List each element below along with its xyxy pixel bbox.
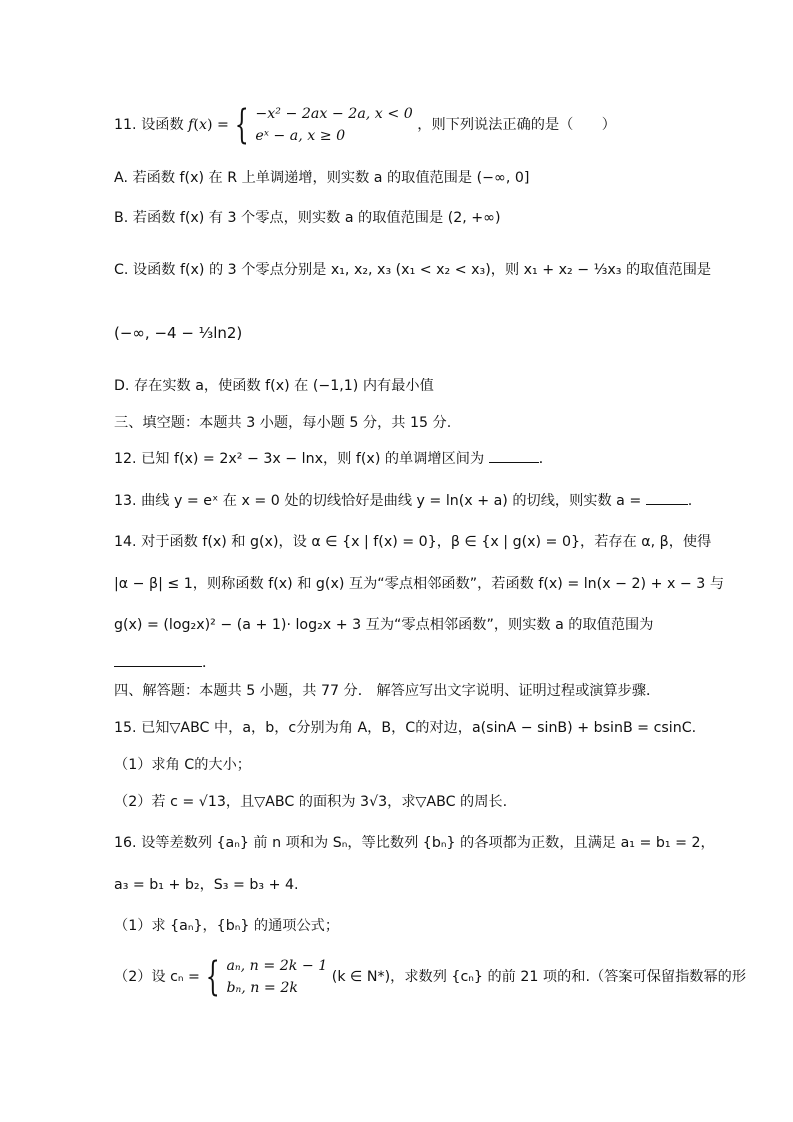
q14-answer-blank <box>114 652 202 667</box>
q14-line3: g(x) = (log₂x)² − (a + 1)· log₂x + 3 互为“零点相邻函数”，则实数 a 的取值范围为 <box>114 617 654 633</box>
q16-cases <box>226 955 327 999</box>
q15-stem: 15. 已知▽ABC 中，a，b，c分别为角 A，B，C的对边，a(sinA − sinB) + bsinB = csinC. <box>114 720 697 736</box>
q12-answer-blank <box>489 448 539 463</box>
q12: 12. 已知 f(x) = 2x² − 3x − lnx，则 f(x) 的单调增区间为 ． <box>114 448 553 470</box>
q11-piece1: −x² − 2ax − 2a, x < 0 <box>255 106 413 122</box>
q14-answer-line: ． <box>114 652 216 674</box>
q16-part2-suffix: (k ∈ N*)，求数列 {cₙ} 的前 21 项的和.（答案可保留指数幂的形 <box>331 969 747 985</box>
q11-piece2: eˣ − a, x ≥ 0 <box>255 128 346 144</box>
q15-part2: （2）若 c = √13，且▽ABC 的面积为 3√3，求▽ABC 的周长. <box>114 794 508 810</box>
q14-line1: 14. 对于函数 f(x) 和 g(x)，设 α ∈ {x | f(x) = 0}，β ∈ {x | g(x) = 0}，若存在 α, β，使得 <box>114 534 712 550</box>
q16-part2 <box>114 955 746 999</box>
q13: 13. 曲线 y = eˣ 在 x = 0 处的切线恰好是曲线 y = ln(x + a) 的切线，则实数 a = . <box>114 490 692 512</box>
q16-case1: aₙ, n = 2k − 1 <box>226 958 328 974</box>
q11-option-d: D. 存在实数 a，使函数 f(x) 在 (−1,1) 内有最小值 <box>114 378 434 394</box>
q11-cases <box>255 103 412 147</box>
q11-prefix: 11. 设函数 <box>114 117 184 133</box>
q16-brace: { <box>206 954 221 1000</box>
q16-part1: （1）求 {aₙ}，{bₙ} 的通项公式； <box>114 918 340 934</box>
q16-part2-prefix: （2）设 cₙ = <box>114 969 200 985</box>
q11-option-a: A. 若函数 f(x) 在 R 上单调递增，则实数 a 的取值范围是 (−∞, 0] <box>114 170 530 186</box>
section-4-heading: 四、解答题：本题共 5 小题，共 77 分． 解答应写出文字说明、证明过程或演算步骤． <box>114 683 661 699</box>
q14-line2: |α − β| ≤ 1，则称函数 f(x) 和 g(x) 互为“零点相邻函数”，若函数 f(x) = ln(x − 2) + x − 3 与 <box>114 576 725 592</box>
q11-suffix: ，则下列说法正确的是（ ） <box>417 117 616 133</box>
q12-text: 12. 已知 f(x) = 2x² − 3x − lnx，则 f(x) 的单调增区间为 <box>114 451 485 467</box>
q11-brace: { <box>235 102 250 148</box>
section-3-heading: 三、填空题：本题共 3 小题，每小题 5 分，共 15 分. <box>114 415 452 431</box>
q13-text: 13. 曲线 y = eˣ 在 x = 0 处的切线恰好是曲线 y = ln(x + a) 的切线，则实数 a = <box>114 493 642 509</box>
q16-line1: 16. 设等差数列 {aₙ} 前 n 项和为 Sₙ，等比数列 {bₙ} 的各项都为正数，且满足 a₁ = b₁ = 2， <box>114 835 715 851</box>
q15-part1: （1）求角 C的大小； <box>114 757 251 773</box>
q13-answer-blank <box>646 490 688 505</box>
q11-option-c-line1: C. 设函数 f(x) 的 3 个零点分别是 x₁, x₂, x₃ (x₁ < x₂ < x₃)，则 x₁ + x₂ − ⅓x₃ 的取值范围是 <box>114 262 712 278</box>
q11-stem: 11. 设函数 f(x) = { −x² − 2ax − 2a, x < 0 eˣ − a, x ≥ 0 ，则下列说法正确的是（ ） <box>114 102 616 148</box>
q16-line2: a₃ = b₁ + b₂，S₃ = b₃ + 4. <box>114 877 299 893</box>
q11-option-b: B. 若函数 f(x) 有 3 个零点，则实数 a 的取值范围是 (2, +∞) <box>114 210 501 226</box>
q11-option-c-line2: (−∞, −4 − ⅓ln2) <box>114 324 243 342</box>
q16-case2: bₙ, n = 2k <box>226 980 298 996</box>
